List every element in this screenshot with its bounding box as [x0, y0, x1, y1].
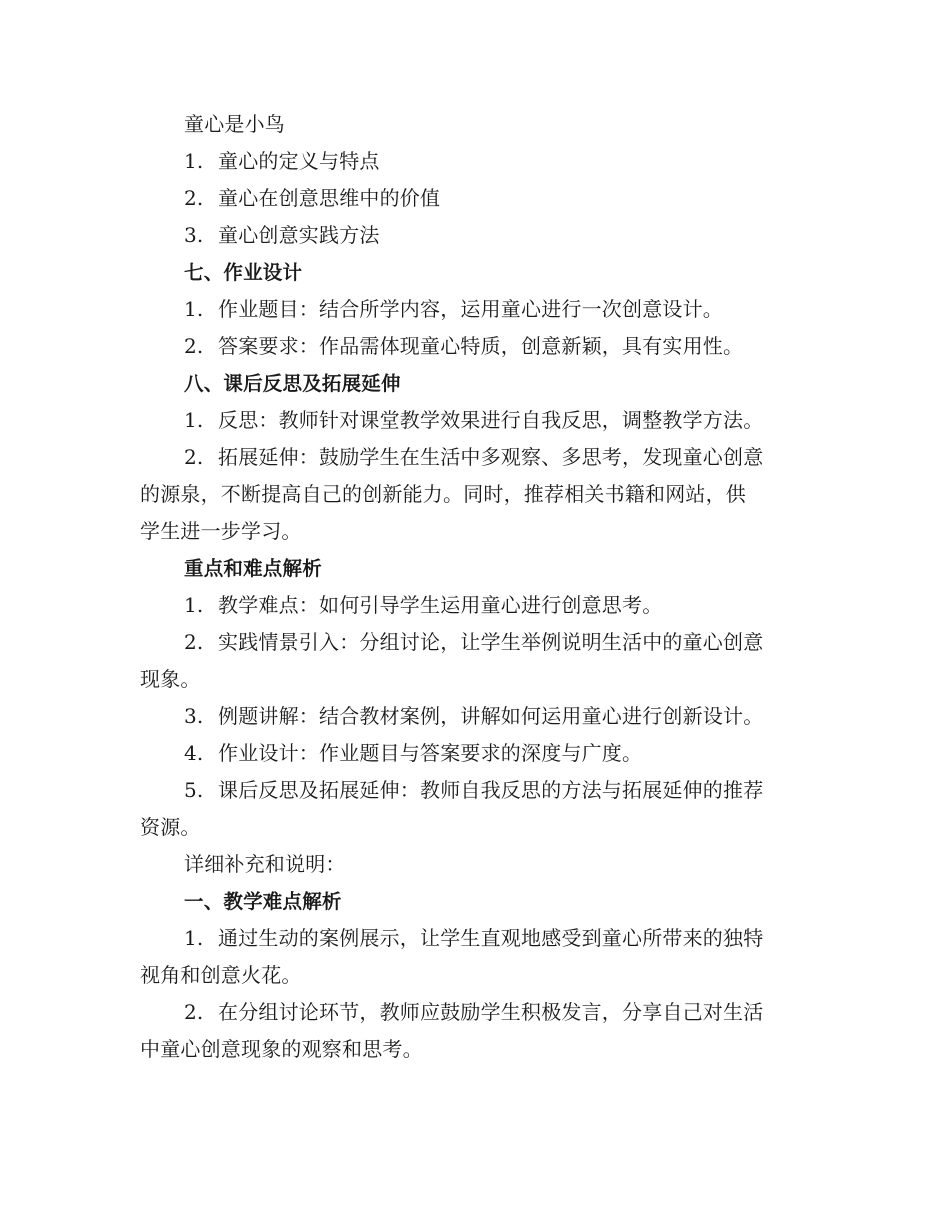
- line-text: 的源泉，不断提高自己的创新能力。同时，推荐相关书籍和网站，供: [140, 482, 746, 506]
- line-text: 童心的定义与特点: [218, 149, 380, 173]
- list-item: [140, 698, 810, 735]
- list-item: [140, 402, 810, 439]
- list-number: 4.: [184, 741, 204, 765]
- list-item: [140, 143, 810, 180]
- list-number: 2.: [184, 630, 204, 654]
- line-text: 视角和创意火花。: [140, 963, 302, 987]
- line-text: 七、作业设计: [184, 261, 303, 284]
- list-item: [140, 624, 810, 661]
- line-text: 八、课后反思及拓展延伸: [184, 372, 401, 395]
- section-heading: [140, 883, 810, 920]
- list-item: [140, 217, 810, 254]
- line-text: 课后反思及拓展延伸：教师自我反思的方法与拓展延伸的推荐: [218, 778, 764, 802]
- line-text: 童心创意实践方法: [218, 223, 380, 247]
- line-text: 资源。: [140, 815, 201, 839]
- list-number: 2.: [184, 1000, 204, 1024]
- line-text: 反思：教师针对课堂教学效果进行自我反思，调整教学方法。: [218, 408, 764, 432]
- list-number: 1.: [184, 926, 204, 950]
- line-text: 详细补充和说明：: [184, 852, 346, 876]
- list-number: 2.: [184, 334, 204, 358]
- line-text: 童心是小鸟: [184, 112, 285, 136]
- paragraph-line: [140, 476, 810, 513]
- line-text: 通过生动的案例展示，让学生直观地感受到童心所带来的独特: [218, 926, 764, 950]
- list-item: [140, 735, 810, 772]
- line-text: 重点和难点解析: [184, 557, 322, 580]
- line-text: 教学难点：如何引导学生运用童心进行创意思考。: [218, 593, 663, 617]
- list-item: [140, 180, 810, 217]
- list-number: 2.: [184, 445, 204, 469]
- paragraph-line: [140, 1031, 810, 1068]
- line-text: 作业设计：作业题目与答案要求的深度与广度。: [218, 741, 643, 765]
- line-text: 中童心创意现象的观察和思考。: [140, 1037, 423, 1061]
- list-number: 2.: [184, 186, 204, 210]
- line-text: 在分组讨论环节，教师应鼓励学生积极发言，分享自己对生活: [218, 1000, 764, 1024]
- paragraph-line: [140, 809, 810, 846]
- section-heading: [140, 254, 810, 291]
- line-text: 作业题目：结合所学内容，运用童心进行一次创意设计。: [218, 297, 723, 321]
- line-text: 拓展延伸：鼓励学生在生活中多观察、多思考，发现童心创意: [218, 445, 764, 469]
- section-heading: [140, 365, 810, 402]
- line-text: 一、教学难点解析: [184, 890, 342, 913]
- paragraph-line: [140, 106, 810, 143]
- line-text: 例题讲解：结合教材案例，讲解如何运用童心进行创新设计。: [218, 704, 764, 728]
- line-text: 现象。: [140, 667, 201, 691]
- paragraph-line: [140, 661, 810, 698]
- section-heading: [140, 550, 810, 587]
- paragraph-line: [140, 846, 810, 883]
- list-item: [140, 439, 810, 476]
- line-text: 学生进一步学习。: [140, 519, 302, 543]
- list-number: 1.: [184, 149, 204, 173]
- list-number: 1.: [184, 408, 204, 432]
- list-item: [140, 994, 810, 1031]
- list-item: [140, 920, 810, 957]
- list-item: [140, 587, 810, 624]
- list-number: 3.: [184, 704, 204, 728]
- list-number: 1.: [184, 297, 204, 321]
- list-number: 3.: [184, 223, 204, 247]
- line-text: 实践情景引入：分组讨论，让学生举例说明生活中的童心创意: [218, 630, 764, 654]
- line-text: 答案要求：作品需体现童心特质，创意新颖，具有实用性。: [218, 334, 744, 358]
- list-number: 1.: [184, 593, 204, 617]
- paragraph-line: [140, 513, 810, 550]
- paragraph-line: [140, 957, 810, 994]
- line-text: 童心在创意思维中的价值: [218, 186, 441, 210]
- list-item: [140, 328, 810, 365]
- list-item: [140, 291, 810, 328]
- document-body: [140, 106, 810, 1068]
- list-item: [140, 772, 810, 809]
- list-number: 5.: [184, 778, 204, 802]
